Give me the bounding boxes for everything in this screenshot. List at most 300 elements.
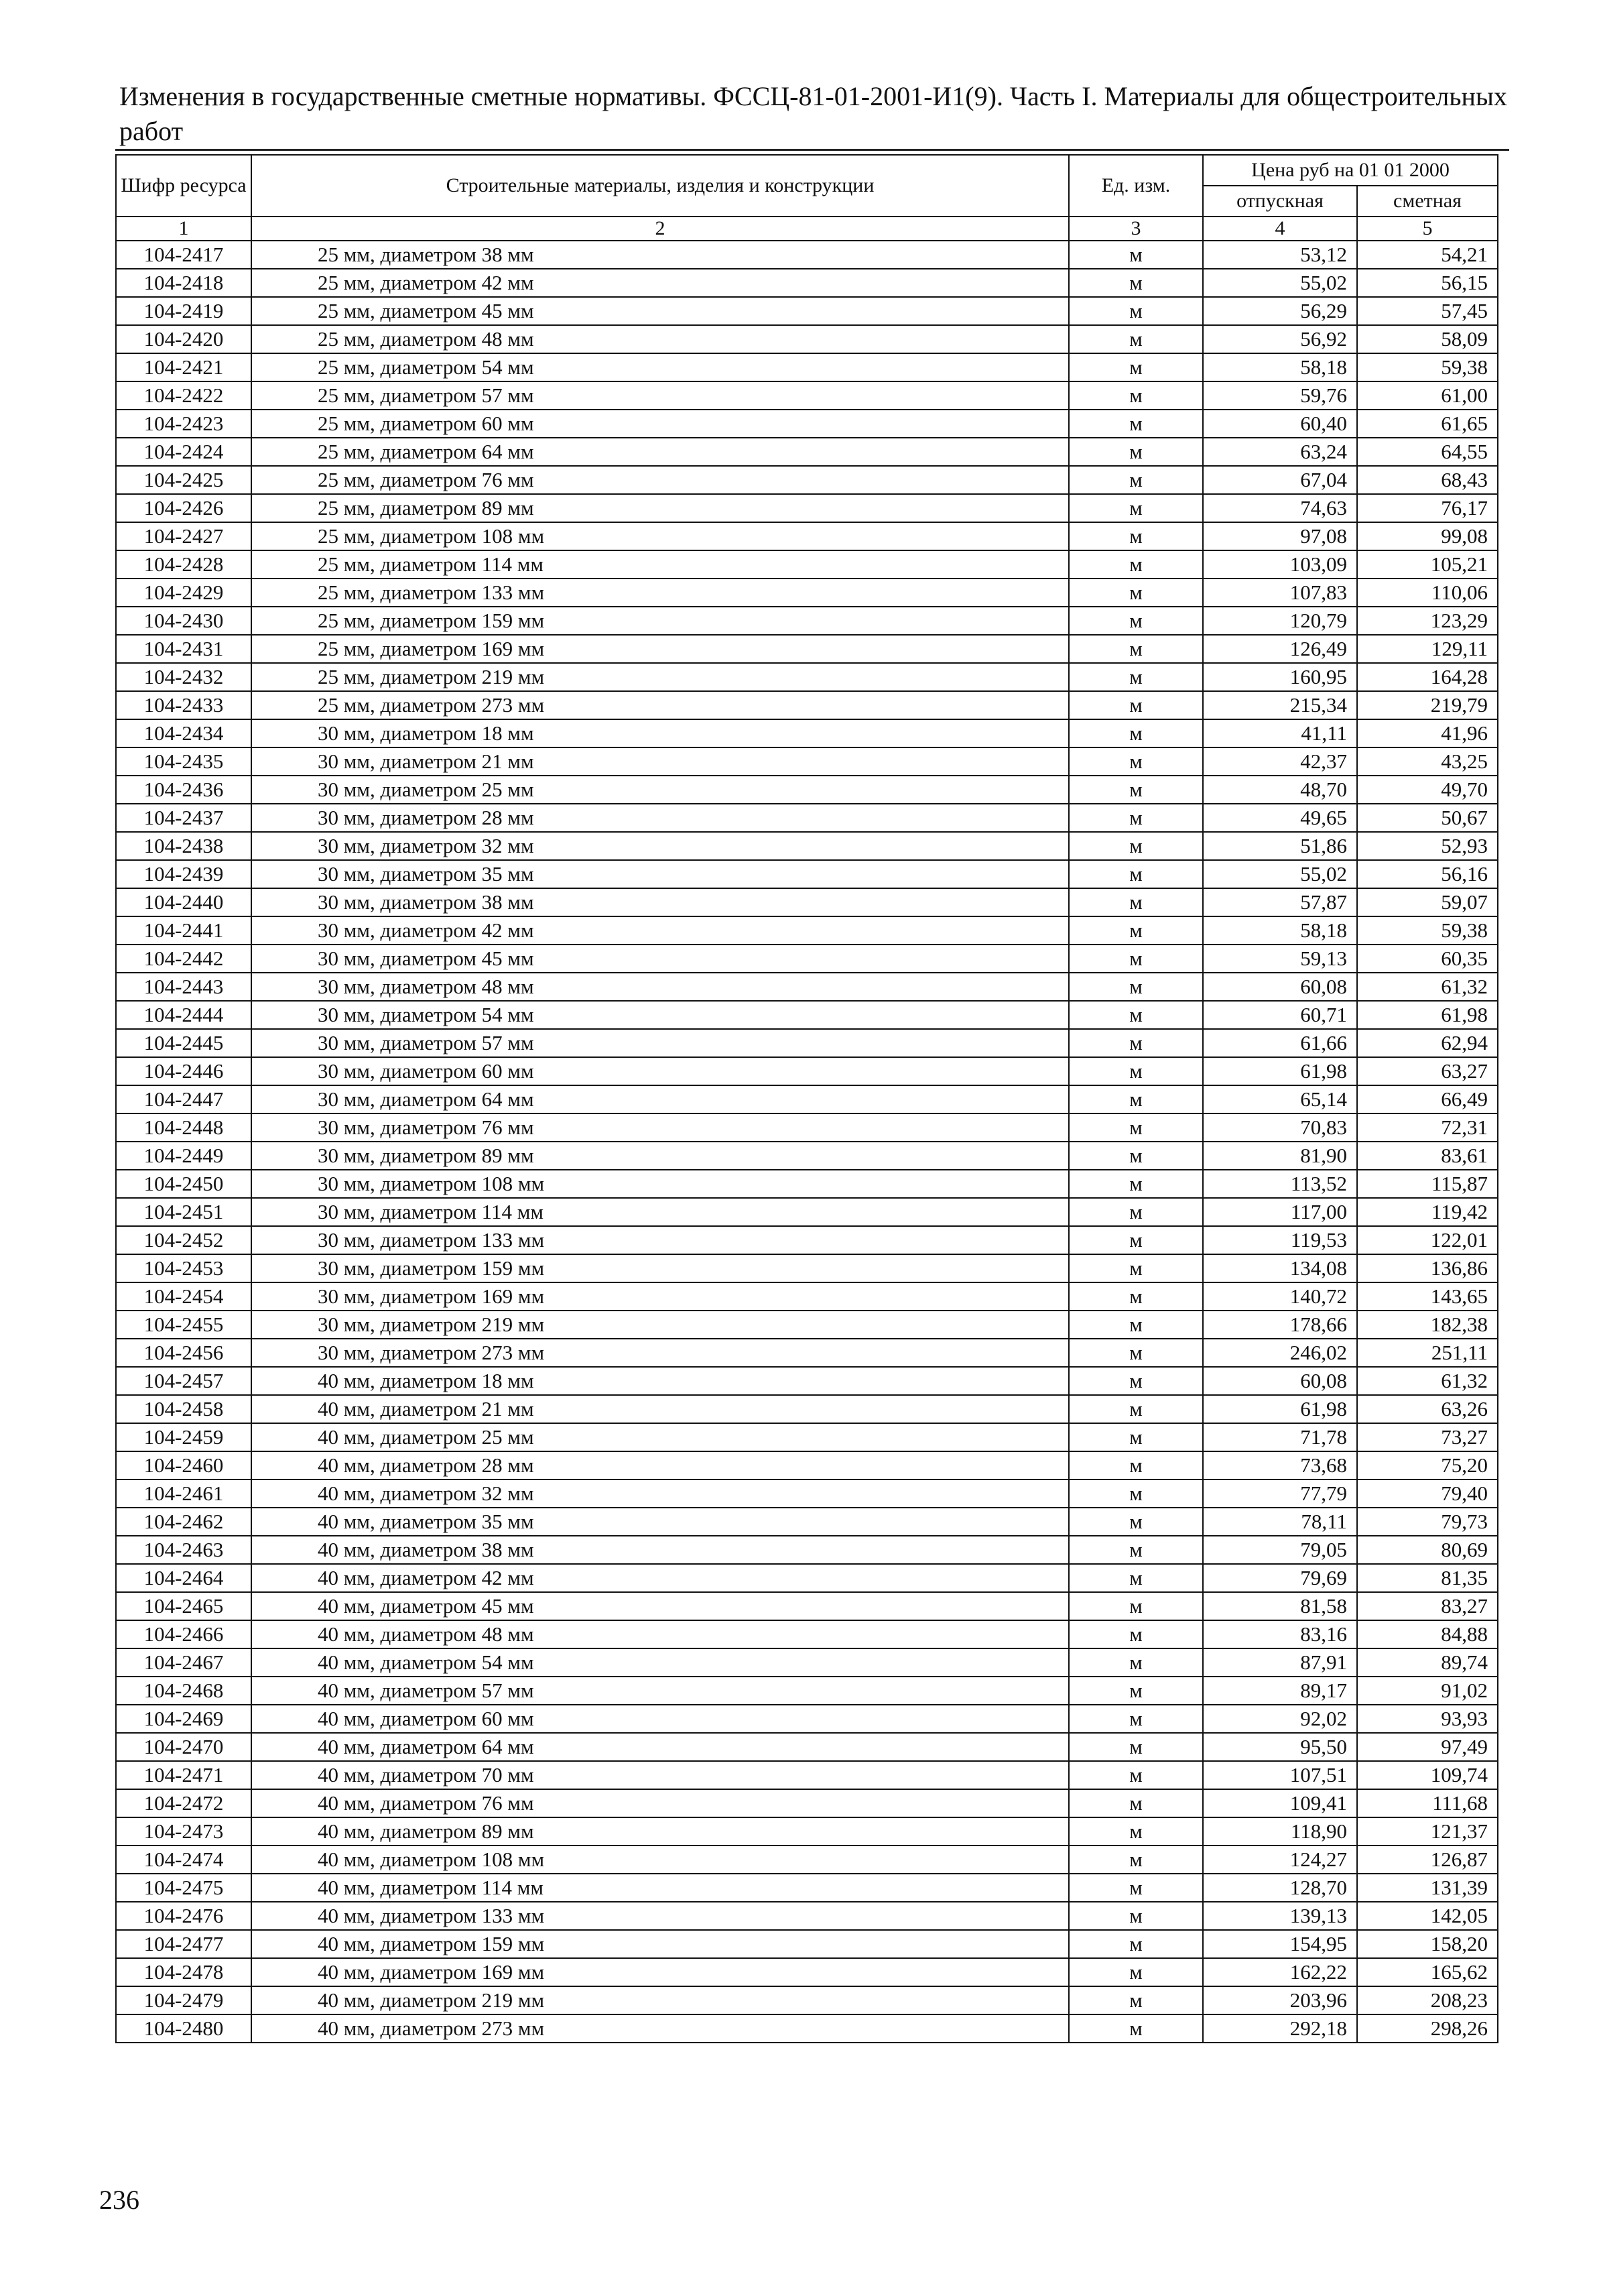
- unit-of-measure: м: [1069, 1057, 1203, 1085]
- unit-of-measure: м: [1069, 635, 1203, 663]
- wholesale-price: 126,49: [1203, 635, 1357, 663]
- wholesale-price: 60,08: [1203, 1367, 1357, 1395]
- material-description: 40 мм, диаметром 219 мм: [251, 1986, 1069, 2014]
- unit-of-measure: м: [1069, 1846, 1203, 1874]
- resource-code: 104-2432: [116, 663, 251, 691]
- table-row: [116, 1282, 1498, 1311]
- wholesale-price: 63,24: [1203, 438, 1357, 466]
- resource-code: 104-2442: [116, 945, 251, 973]
- unit-of-measure: м: [1069, 438, 1203, 466]
- estimate-price: 75,20: [1357, 1451, 1498, 1479]
- table-row: [116, 1029, 1498, 1057]
- unit-of-measure: м: [1069, 1451, 1203, 1479]
- material-description: 25 мм, диаметром 48 мм: [251, 325, 1069, 353]
- material-description: 40 мм, диаметром 38 мм: [251, 1536, 1069, 1564]
- wholesale-price: 60,40: [1203, 410, 1357, 438]
- unit-of-measure: м: [1069, 579, 1203, 607]
- table-row: [116, 1902, 1498, 1930]
- table-row: [116, 1479, 1498, 1508]
- estimate-price: 93,93: [1357, 1705, 1498, 1733]
- estimate-price: 143,65: [1357, 1282, 1498, 1311]
- wholesale-price: 215,34: [1203, 691, 1357, 719]
- unit-of-measure: м: [1069, 1705, 1203, 1733]
- resource-code: 104-2454: [116, 1282, 251, 1311]
- material-description: 40 мм, диаметром 76 мм: [251, 1789, 1069, 1817]
- table-row: [116, 241, 1498, 269]
- material-description: 30 мм, диаметром 42 мм: [251, 916, 1069, 945]
- unit-of-measure: м: [1069, 494, 1203, 522]
- table-row: [116, 1423, 1498, 1451]
- resource-code: 104-2459: [116, 1423, 251, 1451]
- resource-code: 104-2444: [116, 1001, 251, 1029]
- table-row: [116, 1339, 1498, 1367]
- material-description: 25 мм, диаметром 133 мм: [251, 579, 1069, 607]
- estimate-price: 79,73: [1357, 1508, 1498, 1536]
- header-price: Цена руб на 01 01 2000: [1203, 155, 1498, 186]
- resource-code: 104-2438: [116, 832, 251, 860]
- estimate-price: 61,65: [1357, 410, 1498, 438]
- resource-code: 104-2439: [116, 860, 251, 888]
- resource-code: 104-2440: [116, 888, 251, 916]
- wholesale-price: 134,08: [1203, 1254, 1357, 1282]
- wholesale-price: 51,86: [1203, 832, 1357, 860]
- column-number: 2: [251, 217, 1069, 241]
- estimate-price: 164,28: [1357, 663, 1498, 691]
- material-description: 30 мм, диаметром 21 мм: [251, 747, 1069, 776]
- estimate-price: 182,38: [1357, 1311, 1498, 1339]
- material-description: 30 мм, диаметром 76 мм: [251, 1113, 1069, 1142]
- material-description: 30 мм, диаметром 25 мм: [251, 776, 1069, 804]
- estimate-price: 80,69: [1357, 1536, 1498, 1564]
- wholesale-price: 203,96: [1203, 1986, 1357, 2014]
- estimate-price: 52,93: [1357, 832, 1498, 860]
- estimate-price: 121,37: [1357, 1817, 1498, 1846]
- resource-code: 104-2472: [116, 1789, 251, 1817]
- unit-of-measure: м: [1069, 1113, 1203, 1142]
- table-row: [116, 522, 1498, 550]
- price-table: [115, 154, 1498, 2043]
- table-row: [116, 776, 1498, 804]
- table-row: [116, 1592, 1498, 1620]
- wholesale-price: 61,98: [1203, 1057, 1357, 1085]
- table-row: [116, 1930, 1498, 1958]
- table-row: [116, 1508, 1498, 1536]
- estimate-price: 84,88: [1357, 1620, 1498, 1648]
- wholesale-price: 160,95: [1203, 663, 1357, 691]
- table-row: [116, 438, 1498, 466]
- wholesale-price: 60,71: [1203, 1001, 1357, 1029]
- material-description: 25 мм, диаметром 159 мм: [251, 607, 1069, 635]
- table-row: [116, 1761, 1498, 1789]
- unit-of-measure: м: [1069, 1170, 1203, 1198]
- header-estimate: сметная: [1357, 186, 1498, 217]
- material-description: 30 мм, диаметром 45 мм: [251, 945, 1069, 973]
- material-description: 40 мм, диаметром 45 мм: [251, 1592, 1069, 1620]
- resource-code: 104-2429: [116, 579, 251, 607]
- unit-of-measure: м: [1069, 1339, 1203, 1367]
- material-description: 25 мм, диаметром 42 мм: [251, 269, 1069, 297]
- estimate-price: 136,86: [1357, 1254, 1498, 1282]
- unit-of-measure: м: [1069, 973, 1203, 1001]
- wholesale-price: 41,11: [1203, 719, 1357, 747]
- header-wholesale: отпускная: [1203, 186, 1357, 217]
- estimate-price: 89,74: [1357, 1648, 1498, 1677]
- material-description: 25 мм, диаметром 38 мм: [251, 241, 1069, 269]
- header-unit: Ед. изм.: [1069, 155, 1203, 217]
- resource-code: 104-2455: [116, 1311, 251, 1339]
- unit-of-measure: м: [1069, 860, 1203, 888]
- resource-code: 104-2463: [116, 1536, 251, 1564]
- estimate-price: 219,79: [1357, 691, 1498, 719]
- estimate-price: 58,09: [1357, 325, 1498, 353]
- resource-code: 104-2452: [116, 1226, 251, 1254]
- material-description: 25 мм, диаметром 219 мм: [251, 663, 1069, 691]
- unit-of-measure: м: [1069, 1142, 1203, 1170]
- table-row: [116, 269, 1498, 297]
- wholesale-price: 246,02: [1203, 1339, 1357, 1367]
- wholesale-price: 56,92: [1203, 325, 1357, 353]
- wholesale-price: 109,41: [1203, 1789, 1357, 1817]
- material-description: 30 мм, диаметром 48 мм: [251, 973, 1069, 1001]
- material-description: 40 мм, диаметром 18 мм: [251, 1367, 1069, 1395]
- wholesale-price: 95,50: [1203, 1733, 1357, 1761]
- unit-of-measure: м: [1069, 1789, 1203, 1817]
- estimate-price: 109,74: [1357, 1761, 1498, 1789]
- material-description: 25 мм, диаметром 45 мм: [251, 297, 1069, 325]
- material-description: 40 мм, диаметром 48 мм: [251, 1620, 1069, 1648]
- unit-of-measure: м: [1069, 1874, 1203, 1902]
- wholesale-price: 71,78: [1203, 1423, 1357, 1451]
- unit-of-measure: м: [1069, 1536, 1203, 1564]
- estimate-price: 50,67: [1357, 804, 1498, 832]
- unit-of-measure: м: [1069, 466, 1203, 494]
- unit-of-measure: м: [1069, 747, 1203, 776]
- table-row: [116, 832, 1498, 860]
- table-row: [116, 1170, 1498, 1198]
- table-row: [116, 297, 1498, 325]
- material-description: 30 мм, диаметром 57 мм: [251, 1029, 1069, 1057]
- estimate-price: 251,11: [1357, 1339, 1498, 1367]
- table-row: [116, 1311, 1498, 1339]
- resource-code: 104-2441: [116, 916, 251, 945]
- material-description: 30 мм, диаметром 108 мм: [251, 1170, 1069, 1198]
- table-row: [116, 494, 1498, 522]
- unit-of-measure: м: [1069, 719, 1203, 747]
- table-row: [116, 1986, 1498, 2014]
- estimate-price: 61,32: [1357, 1367, 1498, 1395]
- material-description: 25 мм, диаметром 60 мм: [251, 410, 1069, 438]
- resource-code: 104-2448: [116, 1113, 251, 1142]
- resource-code: 104-2422: [116, 381, 251, 410]
- table-row: [116, 663, 1498, 691]
- estimate-price: 68,43: [1357, 466, 1498, 494]
- material-description: 25 мм, диаметром 76 мм: [251, 466, 1069, 494]
- table-row: [116, 888, 1498, 916]
- table-row: [116, 719, 1498, 747]
- unit-of-measure: м: [1069, 1930, 1203, 1958]
- resource-code: 104-2431: [116, 635, 251, 663]
- estimate-price: 105,21: [1357, 550, 1498, 579]
- material-description: 25 мм, диаметром 169 мм: [251, 635, 1069, 663]
- resource-code: 104-2471: [116, 1761, 251, 1789]
- estimate-price: 61,98: [1357, 1001, 1498, 1029]
- estimate-price: 129,11: [1357, 635, 1498, 663]
- unit-of-measure: м: [1069, 663, 1203, 691]
- unit-of-measure: м: [1069, 1282, 1203, 1311]
- unit-of-measure: м: [1069, 1029, 1203, 1057]
- wholesale-price: 79,69: [1203, 1564, 1357, 1592]
- estimate-price: 119,42: [1357, 1198, 1498, 1226]
- wholesale-price: 58,18: [1203, 353, 1357, 381]
- unit-of-measure: м: [1069, 325, 1203, 353]
- estimate-price: 122,01: [1357, 1226, 1498, 1254]
- estimate-price: 56,16: [1357, 860, 1498, 888]
- table-row: [116, 1142, 1498, 1170]
- wholesale-price: 107,51: [1203, 1761, 1357, 1789]
- material-description: 25 мм, диаметром 64 мм: [251, 438, 1069, 466]
- unit-of-measure: м: [1069, 1648, 1203, 1677]
- estimate-price: 131,39: [1357, 1874, 1498, 1902]
- table-row: [116, 1113, 1498, 1142]
- material-description: 40 мм, диаметром 70 мм: [251, 1761, 1069, 1789]
- wholesale-price: 120,79: [1203, 607, 1357, 635]
- table-row: [116, 1451, 1498, 1479]
- material-description: 40 мм, диаметром 57 мм: [251, 1677, 1069, 1705]
- wholesale-price: 89,17: [1203, 1677, 1357, 1705]
- wholesale-price: 79,05: [1203, 1536, 1357, 1564]
- table-row: [116, 466, 1498, 494]
- resource-code: 104-2445: [116, 1029, 251, 1057]
- material-description: 30 мм, диаметром 60 мм: [251, 1057, 1069, 1085]
- unit-of-measure: м: [1069, 269, 1203, 297]
- unit-of-measure: м: [1069, 1001, 1203, 1029]
- column-number: 4: [1203, 217, 1357, 241]
- material-description: 40 мм, диаметром 273 мм: [251, 2014, 1069, 2043]
- unit-of-measure: м: [1069, 1564, 1203, 1592]
- material-description: 40 мм, диаметром 32 мм: [251, 1479, 1069, 1508]
- table-row: [116, 1733, 1498, 1761]
- resource-code: 104-2464: [116, 1564, 251, 1592]
- estimate-price: 115,87: [1357, 1170, 1498, 1198]
- resource-code: 104-2477: [116, 1930, 251, 1958]
- estimate-price: 110,06: [1357, 579, 1498, 607]
- unit-of-measure: м: [1069, 1198, 1203, 1226]
- resource-code: 104-2424: [116, 438, 251, 466]
- resource-code: 104-2417: [116, 241, 251, 269]
- wholesale-price: 53,12: [1203, 241, 1357, 269]
- page-title: Изменения в государственные сметные нормативы. ФССЦ-81-01-2001-И1(9). Часть I. Материалы для общестроительных работ: [119, 81, 1507, 146]
- unit-of-measure: м: [1069, 832, 1203, 860]
- resource-code: 104-2458: [116, 1395, 251, 1423]
- wholesale-price: 107,83: [1203, 579, 1357, 607]
- wholesale-price: 70,83: [1203, 1113, 1357, 1142]
- table-row: [116, 1958, 1498, 1986]
- wholesale-price: 60,08: [1203, 973, 1357, 1001]
- material-description: 25 мм, диаметром 108 мм: [251, 522, 1069, 550]
- resource-code: 104-2475: [116, 1874, 251, 1902]
- page-number: 236: [99, 2185, 139, 2215]
- material-description: 30 мм, диаметром 133 мм: [251, 1226, 1069, 1254]
- material-description: 40 мм, диаметром 25 мм: [251, 1423, 1069, 1451]
- unit-of-measure: м: [1069, 776, 1203, 804]
- estimate-price: 208,23: [1357, 1986, 1498, 2014]
- resource-code: 104-2426: [116, 494, 251, 522]
- unit-of-measure: м: [1069, 1367, 1203, 1395]
- resource-code: 104-2433: [116, 691, 251, 719]
- unit-of-measure: м: [1069, 550, 1203, 579]
- estimate-price: 76,17: [1357, 494, 1498, 522]
- table-row: [116, 550, 1498, 579]
- estimate-price: 59,38: [1357, 353, 1498, 381]
- material-description: 25 мм, диаметром 57 мм: [251, 381, 1069, 410]
- material-description: 30 мм, диаметром 54 мм: [251, 1001, 1069, 1029]
- material-description: 40 мм, диаметром 28 мм: [251, 1451, 1069, 1479]
- estimate-price: 158,20: [1357, 1930, 1498, 1958]
- wholesale-price: 61,66: [1203, 1029, 1357, 1057]
- wholesale-price: 65,14: [1203, 1085, 1357, 1113]
- estimate-price: 49,70: [1357, 776, 1498, 804]
- estimate-price: 83,27: [1357, 1592, 1498, 1620]
- header-code: Шифр ресурса: [116, 155, 251, 217]
- material-description: 25 мм, диаметром 273 мм: [251, 691, 1069, 719]
- table-row: [116, 325, 1498, 353]
- resource-code: 104-2456: [116, 1339, 251, 1367]
- resource-code: 104-2457: [116, 1367, 251, 1395]
- estimate-price: 56,15: [1357, 269, 1498, 297]
- wholesale-price: 162,22: [1203, 1958, 1357, 1986]
- resource-code: 104-2425: [116, 466, 251, 494]
- table-row: [116, 691, 1498, 719]
- material-description: 30 мм, диаметром 114 мм: [251, 1198, 1069, 1226]
- material-description: 30 мм, диаметром 64 мм: [251, 1085, 1069, 1113]
- estimate-price: 63,27: [1357, 1057, 1498, 1085]
- resource-code: 104-2450: [116, 1170, 251, 1198]
- unit-of-measure: м: [1069, 945, 1203, 973]
- estimate-price: 41,96: [1357, 719, 1498, 747]
- header-description: Строительные материалы, изделия и конструкции: [251, 155, 1069, 217]
- resource-code: 104-2473: [116, 1817, 251, 1846]
- table-row: [116, 1789, 1498, 1817]
- unit-of-measure: м: [1069, 410, 1203, 438]
- unit-of-measure: м: [1069, 1986, 1203, 2014]
- material-description: 30 мм, диаметром 28 мм: [251, 804, 1069, 832]
- table-row: [116, 1001, 1498, 1029]
- table-row: [116, 635, 1498, 663]
- material-description: 30 мм, диаметром 273 мм: [251, 1339, 1069, 1367]
- table-row: [116, 860, 1498, 888]
- resource-code: 104-2430: [116, 607, 251, 635]
- resource-code: 104-2478: [116, 1958, 251, 1986]
- resource-code: 104-2449: [116, 1142, 251, 1170]
- material-description: 30 мм, диаметром 219 мм: [251, 1311, 1069, 1339]
- table-row: [116, 353, 1498, 381]
- estimate-price: 298,26: [1357, 2014, 1498, 2043]
- wholesale-price: 139,13: [1203, 1902, 1357, 1930]
- wholesale-price: 119,53: [1203, 1226, 1357, 1254]
- wholesale-price: 81,90: [1203, 1142, 1357, 1170]
- estimate-price: 79,40: [1357, 1479, 1498, 1508]
- table-row: [116, 1395, 1498, 1423]
- column-number: 1: [116, 217, 251, 241]
- resource-code: 104-2461: [116, 1479, 251, 1508]
- resource-code: 104-2418: [116, 269, 251, 297]
- estimate-price: 72,31: [1357, 1113, 1498, 1142]
- unit-of-measure: м: [1069, 916, 1203, 945]
- material-description: 40 мм, диаметром 108 мм: [251, 1846, 1069, 1874]
- resource-code: 104-2480: [116, 2014, 251, 2043]
- material-description: 30 мм, диаметром 169 мм: [251, 1282, 1069, 1311]
- estimate-price: 73,27: [1357, 1423, 1498, 1451]
- unit-of-measure: м: [1069, 1761, 1203, 1789]
- wholesale-price: 56,29: [1203, 297, 1357, 325]
- wholesale-price: 128,70: [1203, 1874, 1357, 1902]
- wholesale-price: 118,90: [1203, 1817, 1357, 1846]
- unit-of-measure: м: [1069, 1677, 1203, 1705]
- unit-of-measure: м: [1069, 241, 1203, 269]
- estimate-price: 66,49: [1357, 1085, 1498, 1113]
- wholesale-price: 67,04: [1203, 466, 1357, 494]
- resource-code: 104-2462: [116, 1508, 251, 1536]
- estimate-price: 99,08: [1357, 522, 1498, 550]
- material-description: 40 мм, диаметром 42 мм: [251, 1564, 1069, 1592]
- estimate-price: 126,87: [1357, 1846, 1498, 1874]
- estimate-price: 59,38: [1357, 916, 1498, 945]
- material-description: 30 мм, диаметром 38 мм: [251, 888, 1069, 916]
- table-row: [116, 916, 1498, 945]
- unit-of-measure: м: [1069, 297, 1203, 325]
- table-row: [116, 2014, 1498, 2043]
- wholesale-price: 83,16: [1203, 1620, 1357, 1648]
- unit-of-measure: м: [1069, 804, 1203, 832]
- estimate-price: 61,00: [1357, 381, 1498, 410]
- table-body: [116, 241, 1498, 2043]
- wholesale-price: 78,11: [1203, 1508, 1357, 1536]
- material-description: 40 мм, диаметром 114 мм: [251, 1874, 1069, 1902]
- estimate-price: 63,26: [1357, 1395, 1498, 1423]
- unit-of-measure: м: [1069, 1958, 1203, 1986]
- wholesale-price: 113,52: [1203, 1170, 1357, 1198]
- table-row: [116, 1874, 1498, 1902]
- wholesale-price: 58,18: [1203, 916, 1357, 945]
- material-description: 40 мм, диаметром 169 мм: [251, 1958, 1069, 1986]
- material-description: 40 мм, диаметром 60 мм: [251, 1705, 1069, 1733]
- estimate-price: 165,62: [1357, 1958, 1498, 1986]
- table-row: [116, 1254, 1498, 1282]
- wholesale-price: 57,87: [1203, 888, 1357, 916]
- table-row: [116, 1620, 1498, 1648]
- unit-of-measure: м: [1069, 2014, 1203, 2043]
- column-number: 3: [1069, 217, 1203, 241]
- material-description: 30 мм, диаметром 18 мм: [251, 719, 1069, 747]
- material-description: 40 мм, диаметром 21 мм: [251, 1395, 1069, 1423]
- header-divider: [115, 149, 1509, 151]
- table-row: [116, 1536, 1498, 1564]
- wholesale-price: 61,98: [1203, 1395, 1357, 1423]
- resource-code: 104-2437: [116, 804, 251, 832]
- wholesale-price: 103,09: [1203, 550, 1357, 579]
- estimate-price: 142,05: [1357, 1902, 1498, 1930]
- unit-of-measure: м: [1069, 1311, 1203, 1339]
- unit-of-measure: м: [1069, 1226, 1203, 1254]
- table-row: [116, 1198, 1498, 1226]
- unit-of-measure: м: [1069, 1592, 1203, 1620]
- resource-code: 104-2453: [116, 1254, 251, 1282]
- wholesale-price: 97,08: [1203, 522, 1357, 550]
- table-row: [116, 1648, 1498, 1677]
- unit-of-measure: м: [1069, 1085, 1203, 1113]
- table-row: [116, 945, 1498, 973]
- material-description: 25 мм, диаметром 89 мм: [251, 494, 1069, 522]
